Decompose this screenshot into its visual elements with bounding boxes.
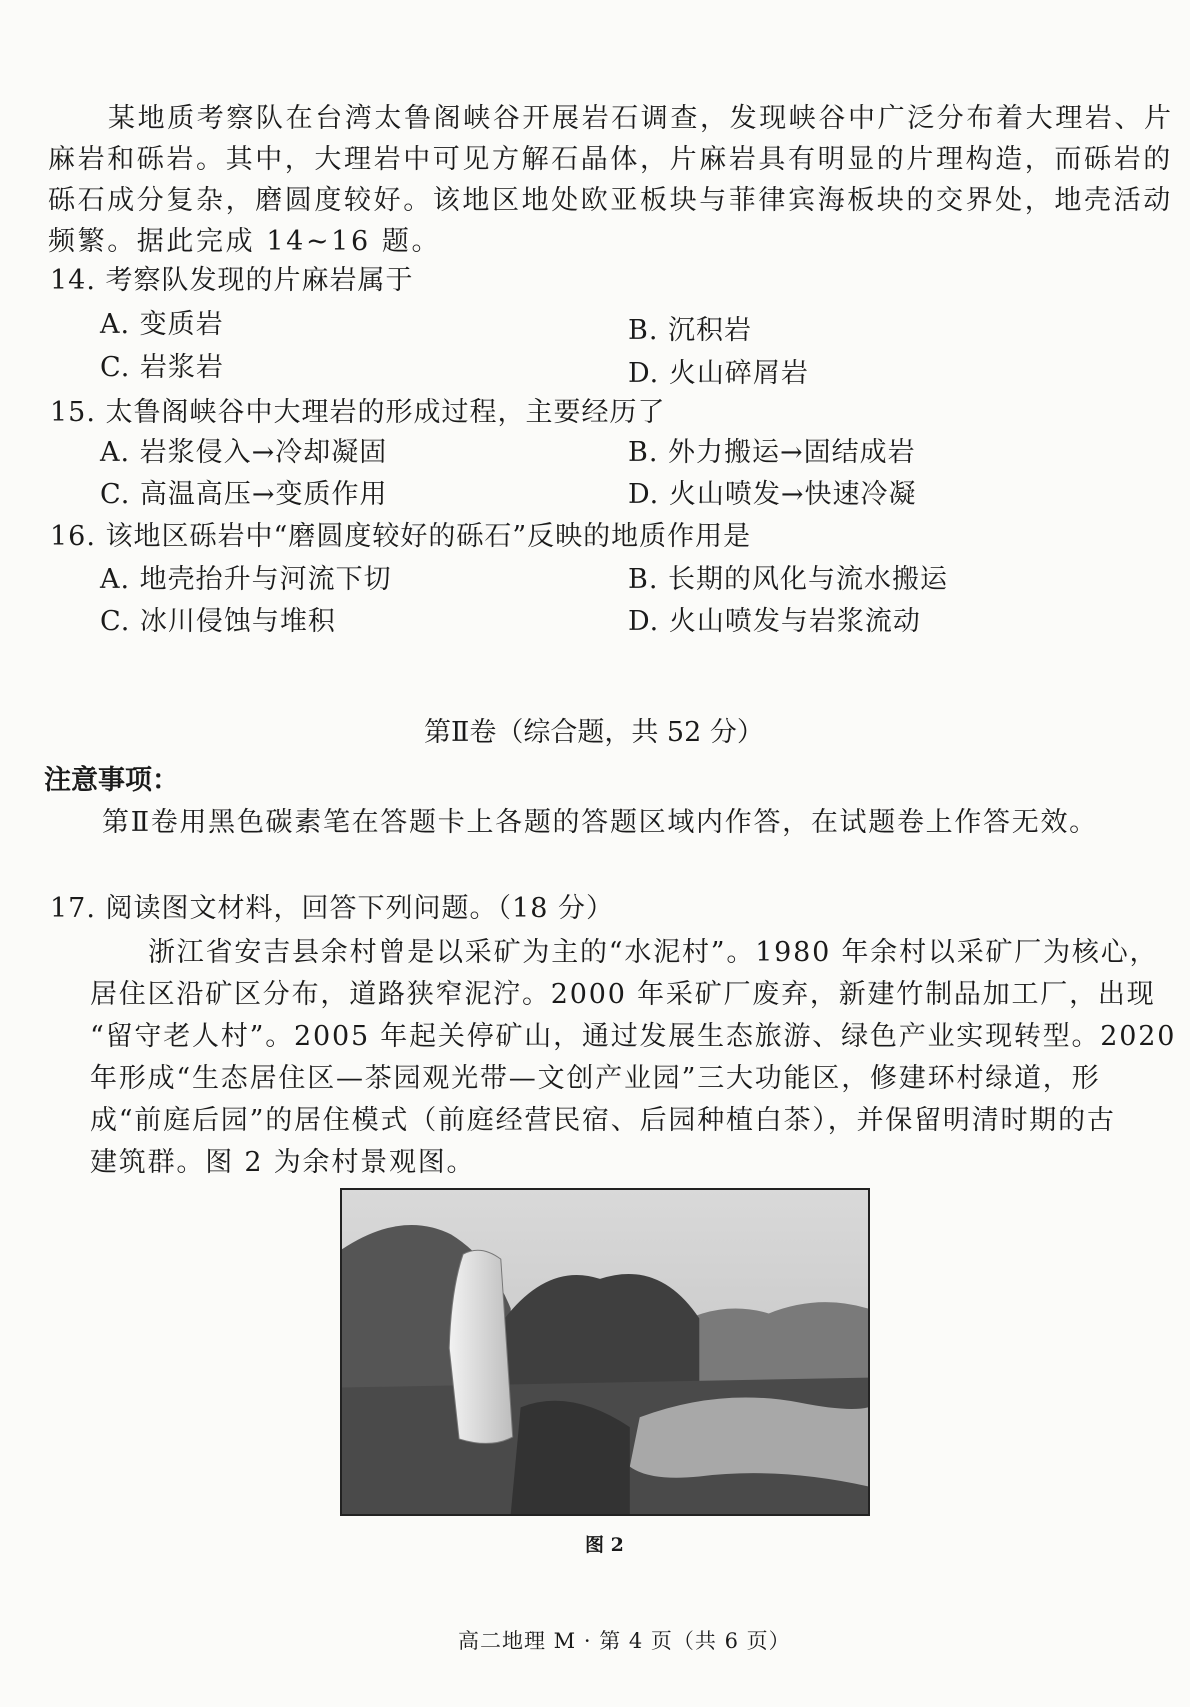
passage-line: 麻岩和砾岩。其中，大理岩中可见方解石晶体，片麻岩具有明显的片理构造，而砾岩的 — [48, 144, 1173, 175]
passage-line: 某地质考察队在台湾太鲁阁峡谷开展岩石调查，发现峡谷中广泛分布着大理岩、片 — [108, 103, 1174, 134]
option-16-c: C. 冰川侵蚀与堆积 — [100, 606, 336, 637]
option-15-d: D. 火山喷发→快速冷凝 — [628, 479, 917, 510]
question-17-stem: 17. 阅读图文材料，回答下列问题。（18 分） — [50, 893, 614, 924]
grass — [511, 1401, 630, 1514]
notice-text: 第Ⅱ卷用黑色碳素笔在答题卡上各题的答题区域内作答，在试题卷上作答无效。 — [102, 807, 1098, 838]
landscape-illustration — [342, 1190, 868, 1514]
passage-line: 频繁。据此完成 14~16 题。 — [48, 226, 442, 257]
passage-line: 砾石成分复杂，磨圆度较好。该地区地处欧亚板块与菲律宾海板块的交界处，地壳活动 — [48, 185, 1173, 216]
q17-line: 浙江省安吉县余村曾是以采矿为主的“水泥村”。1980 年余村以采矿厂为核心， — [148, 937, 1159, 968]
q17-line: “留守老人村”。2005 年起关停矿山，通过发展生态旅游、绿色产业实现转型。2020 — [90, 1021, 1177, 1052]
option-16-b: B. 长期的风化与流水搬运 — [628, 564, 949, 595]
question-15-stem: 15. 太鲁阁峡谷中大理岩的形成过程，主要经历了 — [50, 397, 666, 428]
question-14-stem: 14. 考察队发现的片麻岩属于 — [50, 265, 414, 296]
option-15-b: B. 外力搬运→固结成岩 — [628, 437, 916, 468]
option-15-a: A. 岩浆侵入→冷却凝固 — [100, 437, 388, 468]
option-14-c: C. 岩浆岩 — [100, 352, 224, 383]
q17-line: 建筑群。图 2 为余村景观图。 — [90, 1147, 476, 1178]
notice-label: 注意事项： — [44, 765, 179, 796]
option-16-a: A. 地壳抬升与河流下切 — [100, 564, 392, 595]
page-footer: 高二地理 M · 第 4 页（共 6 页） — [458, 1629, 791, 1653]
q17-line: 成“前庭后园”的居住模式（前庭经营民宿、后园种植白茶），并保留明清时期的古 — [90, 1105, 1116, 1136]
option-15-c: C. 高温高压→变质作用 — [100, 479, 388, 510]
landscape-photo — [340, 1188, 870, 1516]
option-14-b: B. 沉积岩 — [628, 315, 753, 346]
option-16-d: D. 火山喷发与岩浆流动 — [628, 606, 921, 637]
q17-line: 居住区沿矿区分布，道路狭窄泥泞。2000 年采矿厂废弃，新建竹制品加工厂，出现 — [90, 979, 1156, 1010]
path-water — [630, 1397, 868, 1486]
option-14-a: A. 变质岩 — [100, 309, 224, 340]
option-14-d: D. 火山碎屑岩 — [628, 358, 809, 389]
question-16-stem: 16. 该地区砾岩中“磨圆度较好的砾石”反映的地质作用是 — [50, 521, 752, 552]
section-title: 第Ⅱ卷（综合题，共 52 分） — [424, 717, 764, 748]
q17-line: 年形成“生态居住区—茶园观光带—文创产业园”三大功能区，修建环村绿道，形 — [90, 1063, 1101, 1094]
figure-caption: 图 2 — [585, 1534, 624, 1556]
